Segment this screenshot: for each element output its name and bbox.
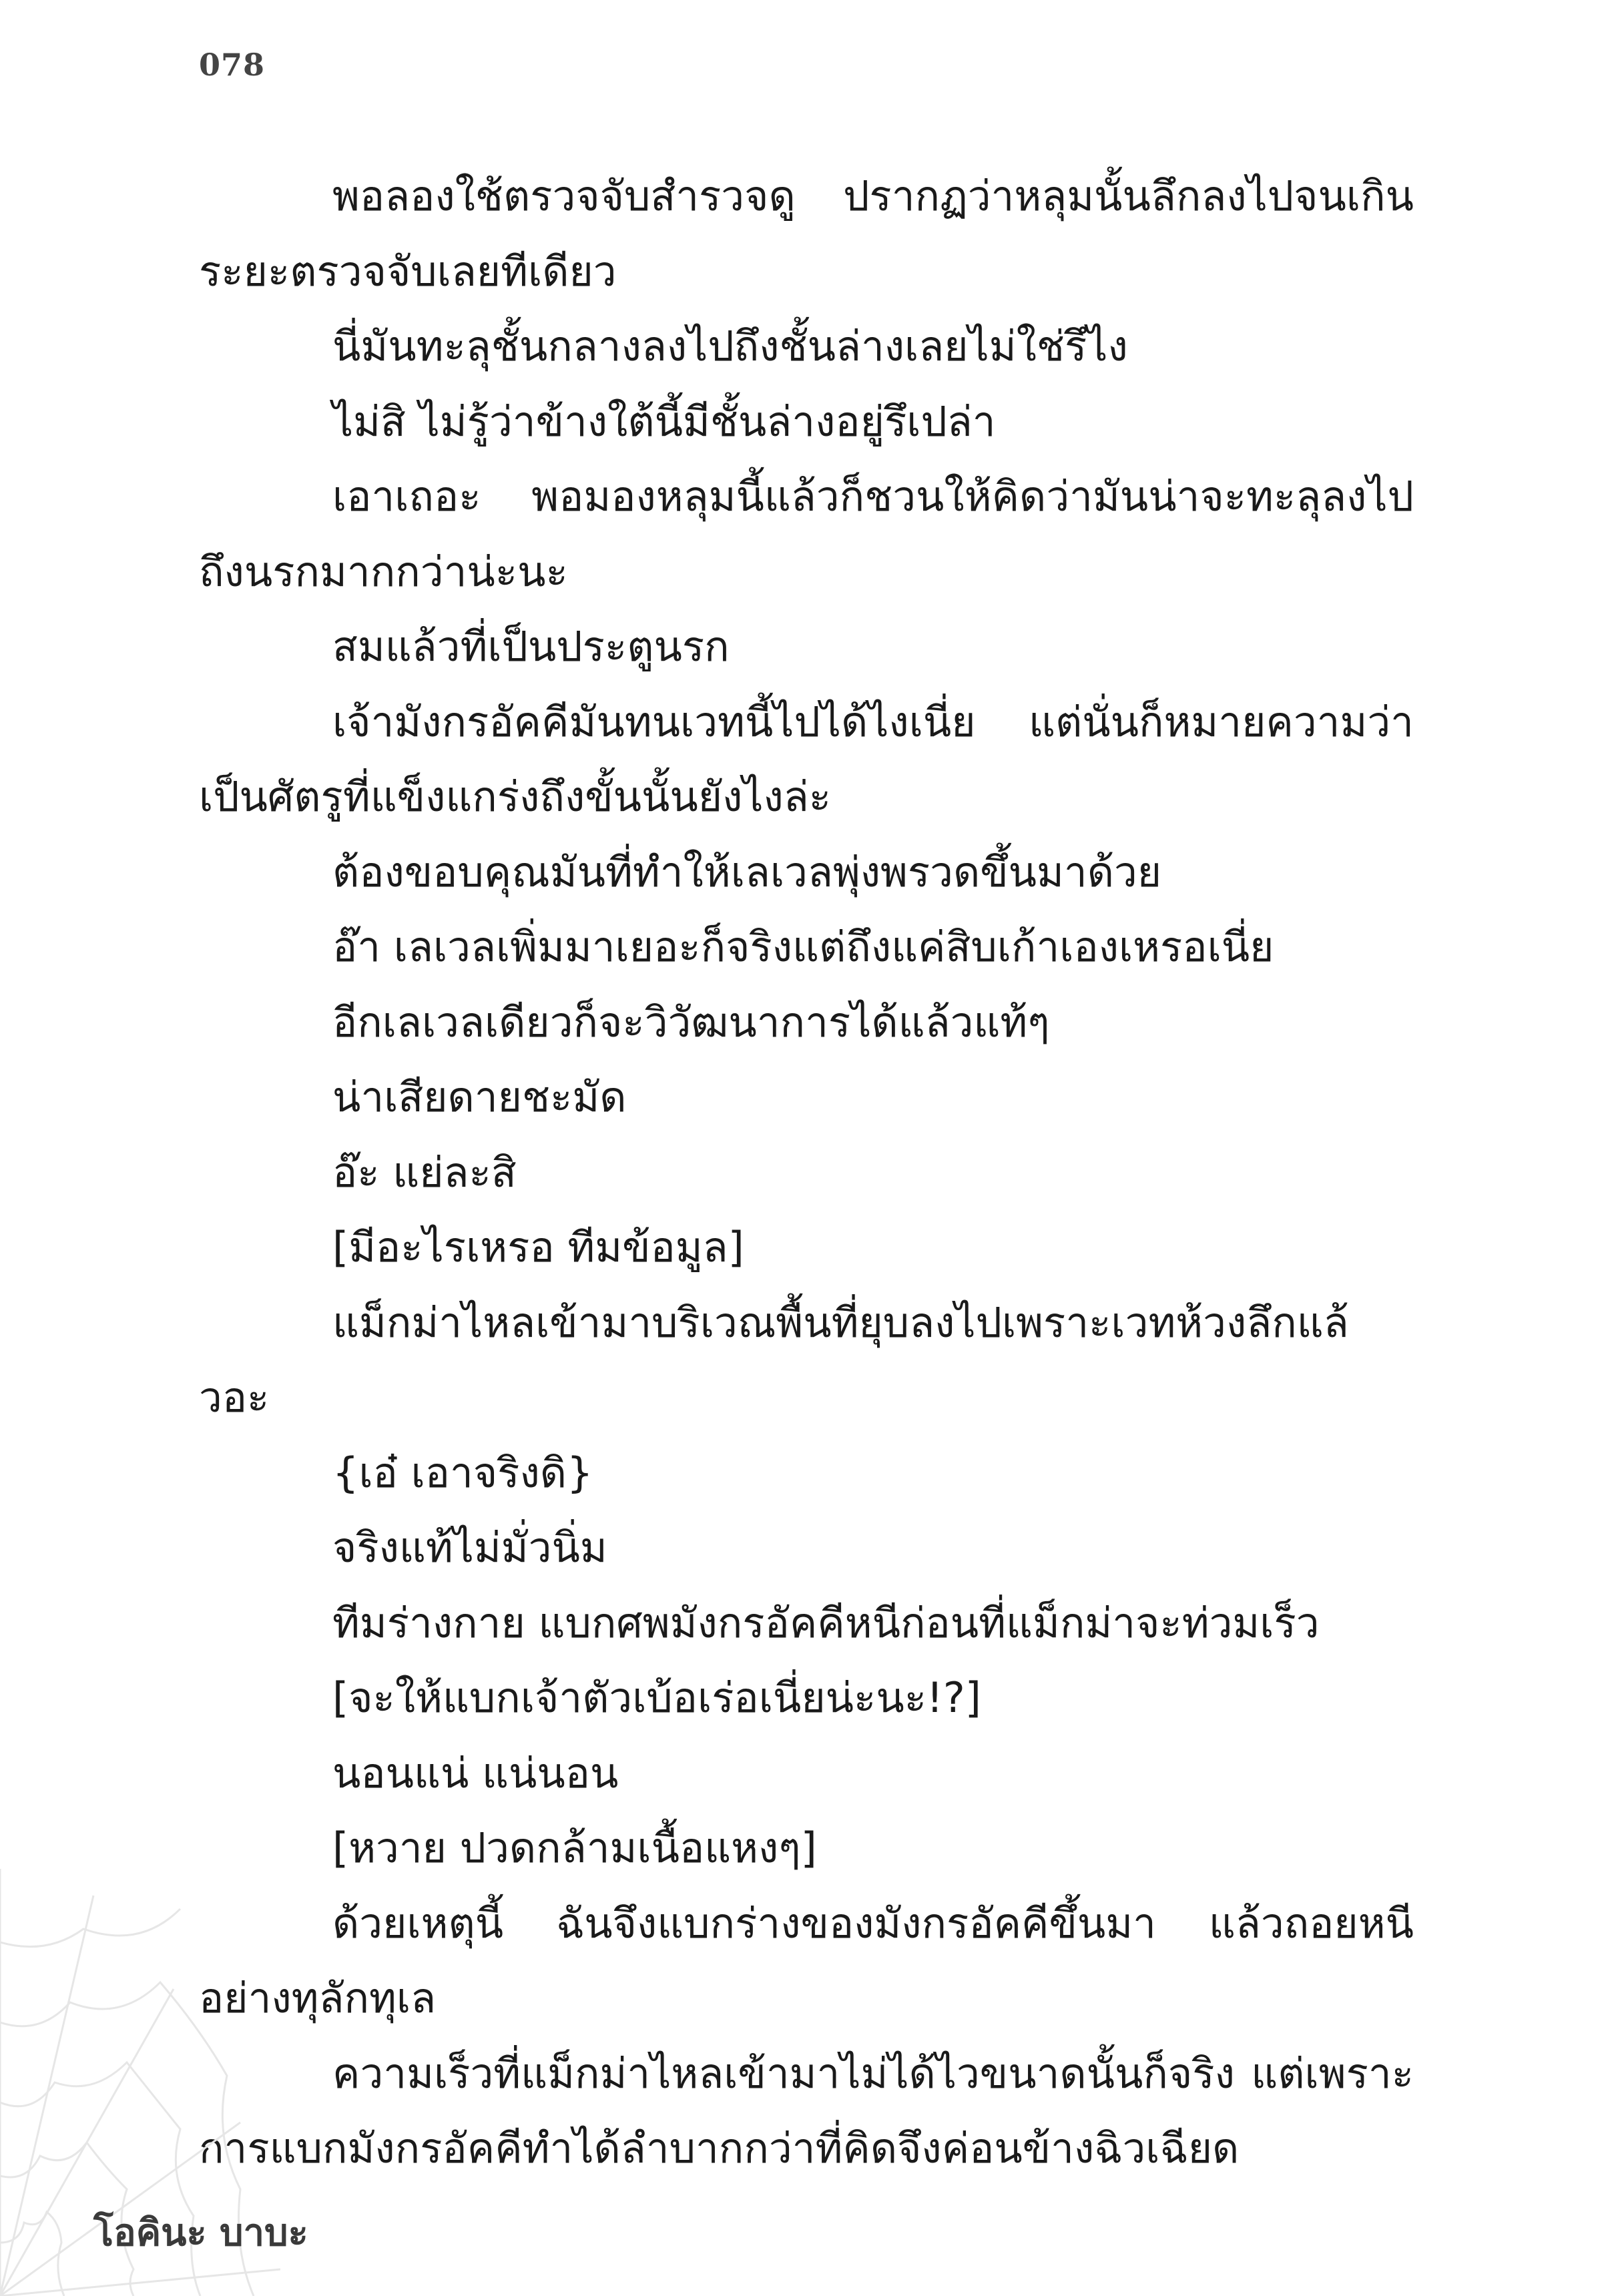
paragraph: อ๊า เลเวลเพิ่มมาเยอะก็จริงแต่ถึงแค่สิบเก้าเองเหรอเนี่ย (332, 922, 1274, 971)
body-text (199, 159, 1414, 2187)
paragraph: [จะให้แบกเจ้าตัวเบ้อเร่อเนี่ยน่ะนะ!?] (332, 1673, 981, 1722)
paragraph: เอาเถอะ พอมองหลุมนี้แล้วก็ชวนให้คิดว่ามันน่าจะทะลุลงไปถึงนรกมากกว่าน่ะนะ (199, 472, 1414, 596)
paragraph: สมแล้วที่เป็นประตูนรก (332, 622, 730, 671)
page-number: 078 (199, 47, 266, 83)
paragraph: อีกเลเวลเดียวก็จะวิวัฒนาการได้แล้วแท้ๆ (332, 997, 1050, 1047)
paragraph: นี่มันทะลุชั้นกลางลงไปถึงชั้นล่างเลยไม่ใช่รึไง (332, 322, 1128, 370)
paragraph: พอลองใช้ตรวจจับสำรวจดู ปรากฏว่าหลุมนั้นลึกลงไปจนเกินระยะตรวจจับเลยทีเดียว (199, 172, 1414, 296)
paragraph: แม็กม่าไหลเข้ามาบริเวณพื้นที่ยุบลงไปเพราะเวทห้วงลึกแล้วอะ (199, 1298, 1349, 1422)
paragraph: ต้องขอบคุณมันที่ทำให้เลเวลพุ่งพรวดขึ้นมาด้วย (332, 847, 1162, 896)
footer-author-title: โอคินะ บาบะ (93, 2211, 308, 2255)
paragraph: อ๊ะ แย่ละสิ (332, 1147, 517, 1197)
paragraph: นอนแน่ แน่นอน (332, 1748, 619, 1797)
paragraph: {เอ๋ เอาจริงดิ} (332, 1448, 593, 1497)
paragraph: ด้วยเหตุนี้ ฉันจึงแบกร่างของมังกรอัคคีขึ้นมา แล้วถอยหนีอย่างทุลักทุเล (199, 1898, 1414, 2022)
paragraph: [มีอะไรเหรอ ทีมข้อมูล] (332, 1223, 744, 1271)
paragraph: ความเร็วที่แม็กม่าไหลเข้ามาไม่ได้ไวขนาดนั้นก็จริง แต่เพราะการแบกมังกรอัคคีทำได้ลำบากกว่าที่คิดจึงค่อนข้างฉิวเฉียด (199, 2048, 1414, 2173)
paragraph: ไม่สิ ไม่รู้ว่าข้างใต้นี้มีชั้นล่างอยู่รึเปล่า (332, 396, 996, 446)
paragraph: [หวาย ปวดกล้ามเนื้อแหงๆ] (332, 1823, 817, 1872)
paragraph: ทีมร่างกาย แบกศพมังกรอัคคีหนีก่อนที่แม็กม่าจะท่วมเร็ว (332, 1598, 1320, 1647)
paragraph: จริงแท้ไม่มั่วนิ่ม (332, 1523, 607, 1572)
paragraph: น่าเสียดายชะมัด (332, 1073, 627, 1121)
paragraph: เจ้ามังกรอัคคีมันทนเวทนี้ไปได้ไงเนี่ย แต่นั่นก็หมายความว่าเป็นศัตรูที่แข็งแกร่งถึงขั้นนั้นยังไงล่ะ (199, 697, 1414, 821)
